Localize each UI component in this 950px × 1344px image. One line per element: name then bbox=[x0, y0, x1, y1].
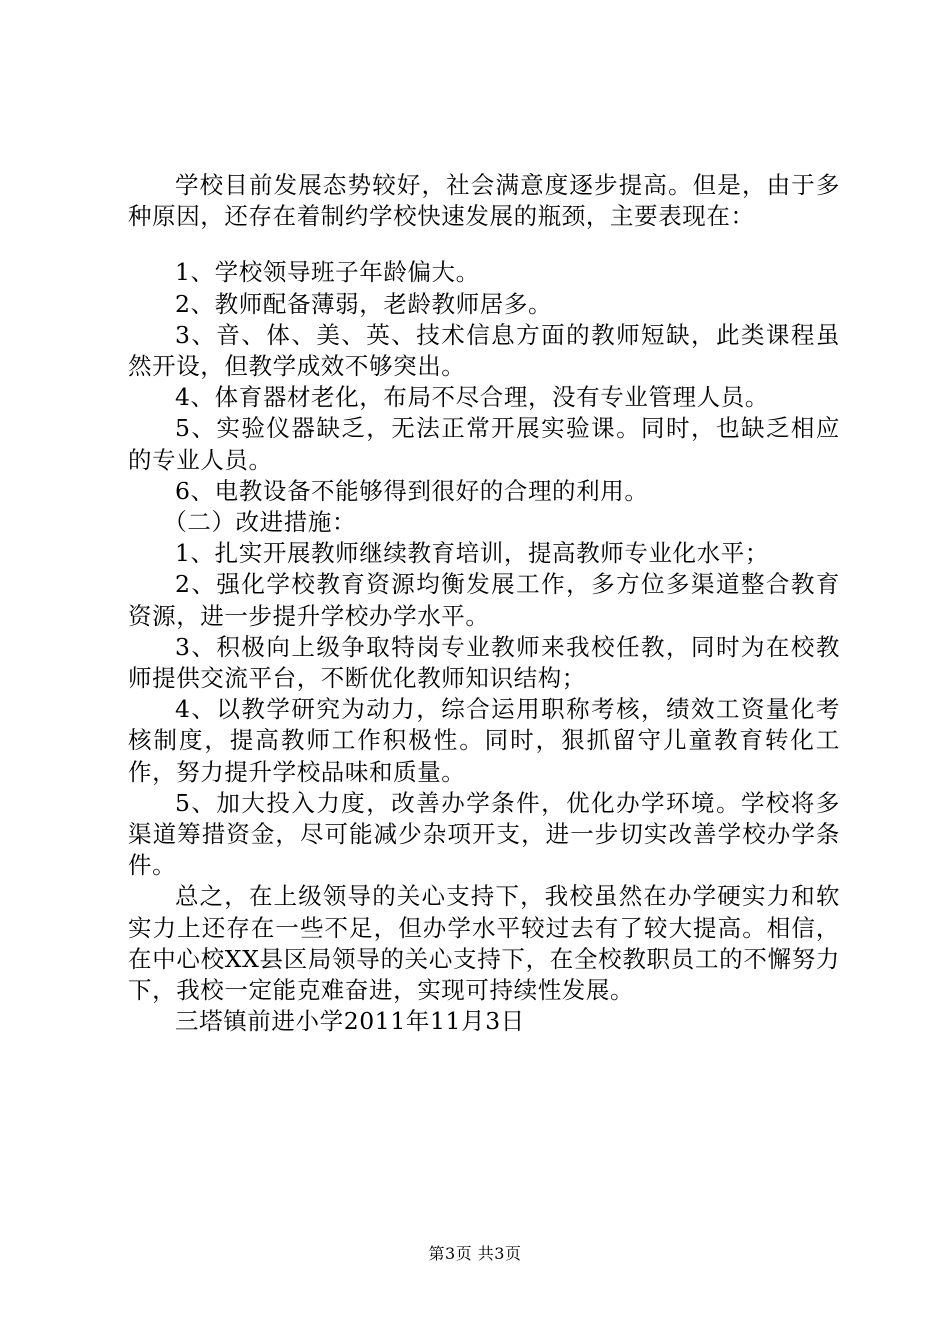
measure-item-4: 4、以教学研究为动力，综合运用职称考核，绩效工资量化考核制度，提高教师工作积极性。同时，狠抓留守儿童教育转化工作，努力提升学校品味和质量。 bbox=[128, 695, 840, 786]
section-heading-improvement: （二）改进措施： bbox=[163, 508, 357, 537]
problem-item-2: 2、教师配备薄弱，老龄教师居多。 bbox=[175, 289, 553, 318]
measure-item-2: 2、强化学校教育资源均衡发展工作，多方位多渠道整合教育资源，进一步提升学校办学水平。 bbox=[128, 570, 840, 630]
measure-item-1: 1、扎实开展教师继续教育培训，提高教师专业化水平； bbox=[175, 539, 769, 568]
page-footer bbox=[0, 1244, 950, 1264]
problem-item-4: 4、体育器材老化，布局不尽合理，没有专业管理人员。 bbox=[175, 383, 769, 412]
page-number-label: 第3页 共3页 bbox=[428, 1244, 522, 1263]
problem-item-1: 1、学校领导班子年龄偏大。 bbox=[175, 258, 480, 287]
measure-item-5: 5、加大投入力度，改善办学条件，优化办学环境。学校将多渠道筹措资金，尽可能减少杂项开支，进一步切实改善学校办学条件。 bbox=[128, 788, 840, 880]
problem-item-6: 6、电教设备不能够得到很好的合理的利用。 bbox=[175, 476, 649, 505]
measure-item-3: 3、积极向上级争取特岗专业教师来我校任教，同时为在校教师提供交流平台，不断优化教师知识结构； bbox=[128, 632, 840, 693]
document-body bbox=[128, 170, 840, 1037]
conclusion-paragraph: 总之，在上级领导的关心支持下，我校虽然在办学硬实力和软实力上还存在一些不足，但办学水平较过去有了较大提高。相信，在中心校XX县区局领导的关心支持下，在全校教职员工的不懈努力下，我校一定能克难奋进，实现可持续性发展。 bbox=[128, 882, 840, 1005]
signature-line: 三塔镇前进小学2011年11月3日 bbox=[175, 1007, 525, 1036]
problem-item-5: 5、实验仪器缺乏，无法正常开展实验课。同时，也缺乏相应的专业人员。 bbox=[128, 414, 840, 474]
problem-item-3: 3、音、体、美、英、技术信息方面的教师短缺，此类课程虽然开设，但教学成效不够突出。 bbox=[128, 320, 840, 381]
intro-paragraph: 学校目前发展态势较好，社会满意度逐步提高。但是，由于多种原因，还存在着制约学校快速发展的瓶颈，主要表现在： bbox=[128, 171, 840, 231]
